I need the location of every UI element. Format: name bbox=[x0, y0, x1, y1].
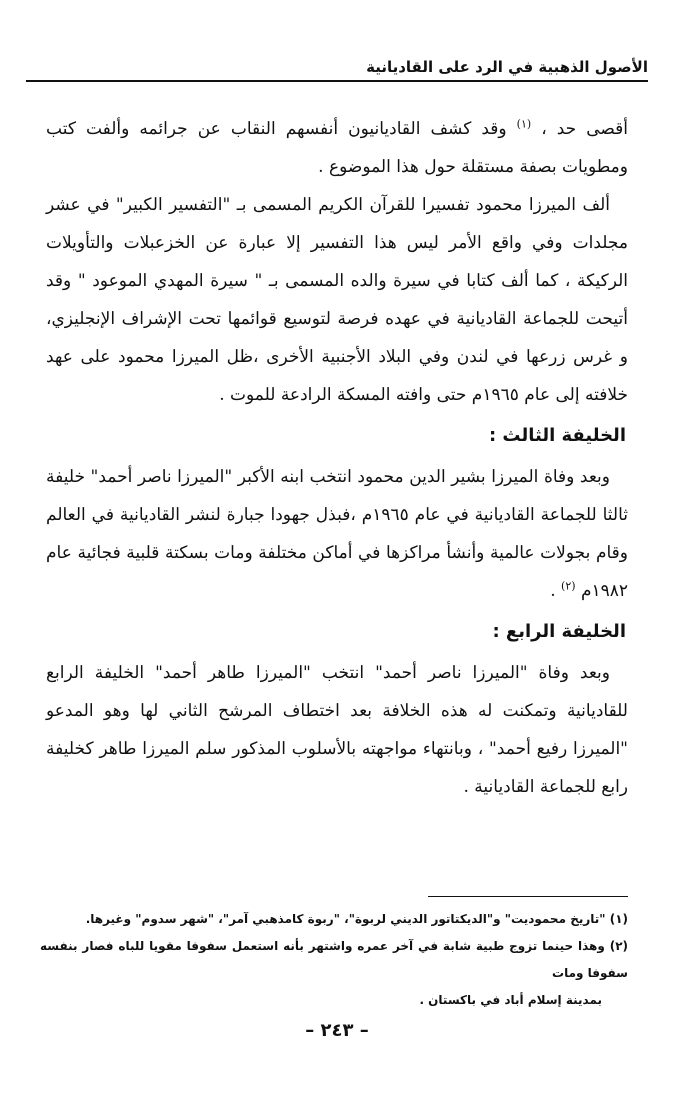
footnotes bbox=[40, 906, 628, 1014]
paragraph-1 bbox=[46, 110, 628, 186]
running-header: الأصول الذهبية في الرد على القاديانية bbox=[366, 58, 648, 76]
paragraph-3-end: . bbox=[550, 581, 556, 601]
footnote-2-continuation: بمدينة إسلام أباد في باكستان . bbox=[419, 993, 602, 1007]
header-rule bbox=[26, 80, 648, 82]
main-text bbox=[46, 110, 628, 806]
page-number: – ٢٤٣ – bbox=[305, 1020, 369, 1041]
footnote-1: (١) "تاريخ محموديت" و"الديكتاتور الديني لربوة"، "ربوة كامذهبي آمر"، "شهر سدوم" وغيرها. bbox=[85, 912, 628, 926]
footnote-ref-2: (٢) bbox=[561, 579, 576, 593]
footnote-ref-1: (١) bbox=[516, 117, 532, 131]
paragraph-1-start: أقصى حد ، bbox=[541, 119, 628, 139]
paragraph-3 bbox=[46, 458, 628, 610]
paragraph-2: ألف الميرزا محمود تفسيرا للقرآن الكريم المسمى بـ "التفسير الكبير" في عشر مجلدات وفي واقع الأمر ليس هذا التفسير إلا عبارة عن الخزعبلات والتأويلات الركيكة ، كما ألف كتابا في سيرة والده المسمى بـ " سيرة المهدي الموعود " وقد أتيحت للجماعة القاديانية في عهده فرصة لتوسيع قوائمها تحت الإشراف الإنجليزي، و غرس زرعها في لندن وفي البلاد الأجنبية الأخرى ،ظل الميرزا محمود على عهد خلافته إلى عام ١٩٦٥م حتى وافته المسكة الرادعة للموت . bbox=[46, 195, 628, 405]
heading-third-caliph: الخليفة الثالث : bbox=[488, 425, 626, 446]
paragraph-3-text: وبعد وفاة الميرزا بشير الدين محمود انتخب ابنه الأكبر "الميرزا ناصر أحمد" خليفة ثالثا للجماعة القاديانية في عام ١٩٦٥م ،فبذل جهودا جبارة لنشر القاديانية في العالم وقام بجولات عالمية وأنشأ مراكزها في أماكن مختلفة ومات بسكتة قلبية فجائية عام ١٩٨٢م bbox=[46, 467, 628, 601]
footnote-2: (٢) وهذا حينما تزوج طبية شابة في آخر عمره واشتهر بأنه استعمل سفوفا مقويا للباه فصار بنفسه سفوفا ومات bbox=[40, 939, 628, 980]
footnote-rule bbox=[428, 896, 628, 897]
paragraph-4: وبعد وفاة "الميرزا ناصر أحمد" انتخب "الميرزا طاهر أحمد" الخليفة الرابع للقاديانية وتمكنت له هذه الخلافة بعد اختطاف المرشح الثاني لها وهو المدعو "الميرزا رفيع أحمد" ، وبانتهاء مواجهته بالأسلوب المذكور سلم الميرزا طاهر كخليفة رابع للجماعة القاديانية . bbox=[46, 663, 628, 797]
heading-fourth-caliph: الخليفة الرابع : bbox=[492, 621, 626, 642]
paragraph-1-rest: وقد كشف القاديانيون أنفسهم النقاب عن جرائمه وألفت كتب ومطويات بصفة مستقلة حول هذا الموضوع . bbox=[46, 119, 628, 177]
